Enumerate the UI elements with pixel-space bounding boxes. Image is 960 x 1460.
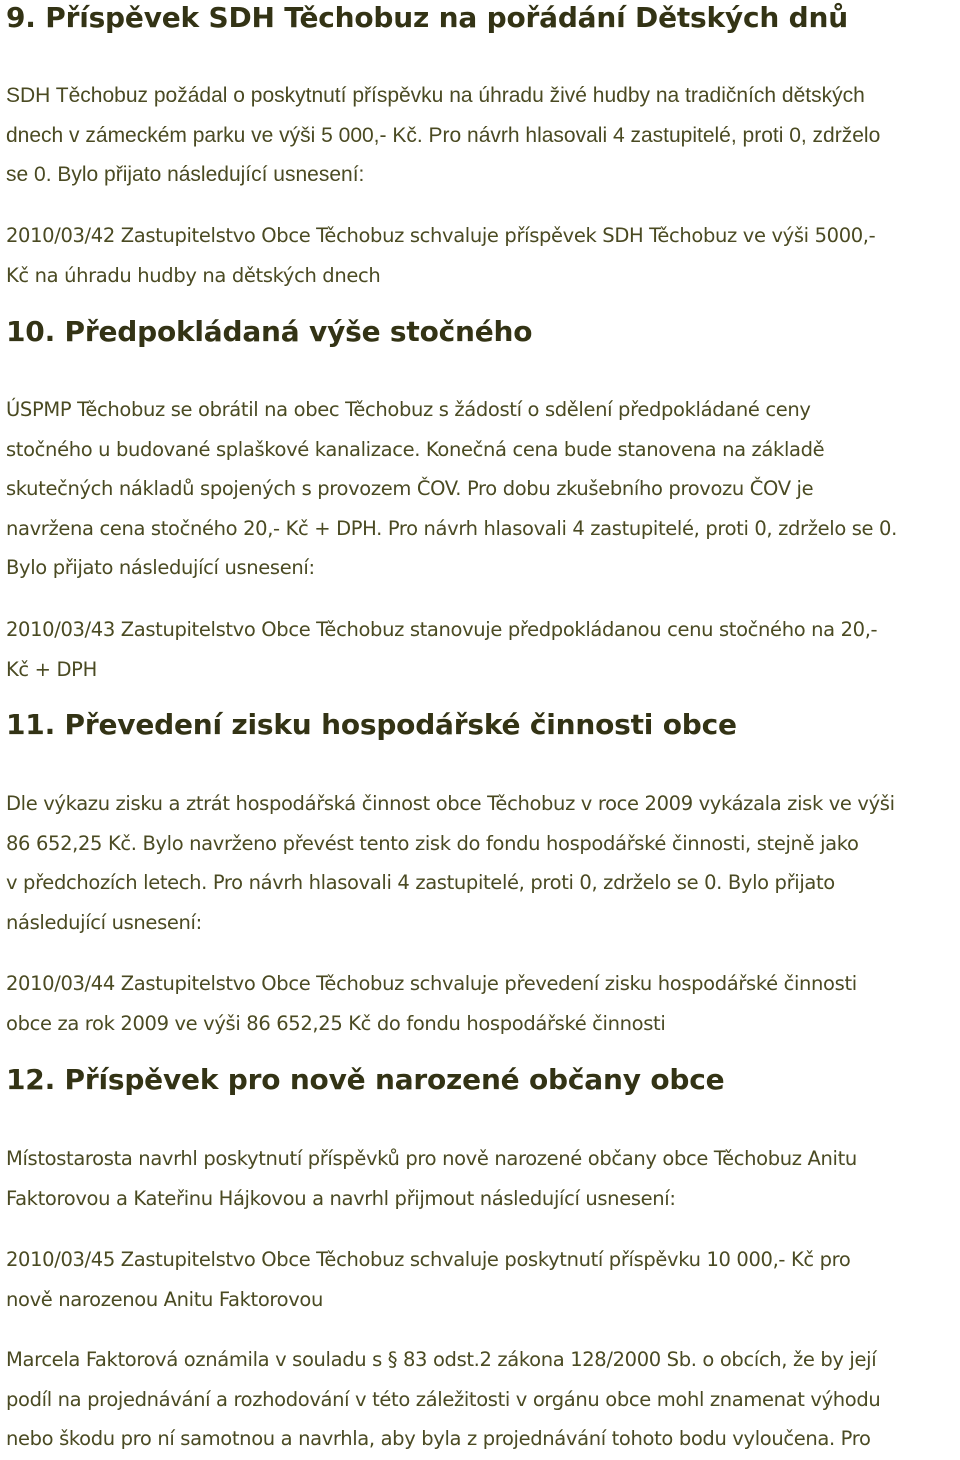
text-line: SDH Těchobuz požádal o poskytnutí příspěvku na úhradu živé hudby na tradičních dětských — [6, 84, 865, 107]
text-line: v předchozích letech. Pro návrh hlasovali 4 zastupitelé, proti 0, zdrželo se 0. Bylo přijato — [6, 871, 835, 894]
text-line: 2010/03/42 Zastupitelstvo Obce Těchobuz schvaluje příspěvek SDH Těchobuz ve výši 5000,- — [6, 224, 876, 247]
resolution-text — [6, 610, 956, 689]
text-line: 86 652,25 Kč. Bylo navrženo převést tento zisk do fondu hospodářské činnosti, stejně jako — [6, 831, 859, 855]
text-line: nově narozenou Anitu Faktorovou — [6, 1287, 323, 1311]
text-line: obce za rok 2009 ve výši 86 652,25 Kč do fondu hospodářské činnosti — [6, 1011, 666, 1035]
text-line: 2010/03/43 Zastupitelstvo Obce Těchobuz stanovuje předpokládanou cenu stočného na 20,- — [6, 618, 878, 641]
text-line: podíl na projednávání a rozhodování v této záležitosti v orgánu obce mohl znamenat výhodu — [6, 1387, 881, 1411]
text-line: ÚSPMP Těchobuz se obrátil na obec Těchobuz s žádostí o sdělení předpokládané ceny — [6, 398, 811, 421]
text-line: navržena cena stočného 20,- Kč + DPH. Pro návrh hlasovali 4 zastupitelé, proti 0, zdrželo se 0. — [6, 516, 897, 540]
resolution-text — [6, 964, 956, 1043]
text-line: Kč na úhradu hudby na dětských dnech — [6, 263, 381, 287]
text-line: Faktorovou a Kateřinu Hájkovou a navrhl přijmout následující usnesení: — [6, 1186, 676, 1210]
section-heading: 11. Převedení zisku hospodářské činnosti obce — [6, 708, 737, 741]
text-line: Místostarosta navrhl poskytnutí příspěvků pro nově narozené občany obce Těchobuz Anitu — [6, 1147, 857, 1170]
text-line: nebo škodu pro ní samotnou a navrhla, aby byla z projednávání tohoto bodu vyloučena. Pro — [6, 1427, 871, 1450]
section-body — [6, 76, 956, 195]
section-body — [6, 390, 956, 588]
section-body — [6, 1139, 956, 1218]
text-line: skutečných nákladů spojených s provozem ČOV. Pro dobu zkušebního provozu ČOV je — [6, 477, 814, 500]
text-line: následující usnesení: — [6, 910, 202, 934]
section-body — [6, 784, 956, 942]
text-line: Dle výkazu zisku a ztrát hospodářská činnost obce Těchobuz v roce 2009 vykázala zisk ve výši — [6, 792, 895, 815]
text-line: Bylo přijato následující usnesení: — [6, 556, 315, 579]
text-line: Marcela Faktorová oznámila v souladu s § 83 odst.2 zákona 128/2000 Sb. o obcích, že by její — [6, 1348, 877, 1371]
text-line: 2010/03/45 Zastupitelstvo Obce Těchobuz schvaluje poskytnutí příspěvku 10 000,- Kč pro — [6, 1248, 851, 1271]
text-line: dnech v zámeckém parku ve výši 5 000,- Kč. Pro návrh hlasovali 4 zastupitelé, proti 0, zdrželo — [6, 123, 881, 147]
section-heading: 10. Předpokládaná výše stočného — [6, 315, 533, 348]
resolution-text — [6, 216, 956, 295]
section-heading: 12. Příspěvek pro nově narozené občany obce — [6, 1063, 725, 1096]
text-line: se 0. Bylo přijato následující usnesení: — [6, 163, 365, 186]
text-line: 2010/03/44 Zastupitelstvo Obce Těchobuz schvaluje převedení zisku hospodářské činnosti — [6, 972, 857, 995]
text-line: stočného u budované splaškové kanalizace. Konečná cena bude stanovena na základě — [6, 437, 825, 461]
declaration-text — [6, 1340, 956, 1459]
text-line: Kč + DPH — [6, 657, 97, 681]
resolution-text — [6, 1240, 956, 1319]
section-heading: 9. Příspěvek SDH Těchobuz na pořádání Dětských dnů — [6, 1, 848, 34]
